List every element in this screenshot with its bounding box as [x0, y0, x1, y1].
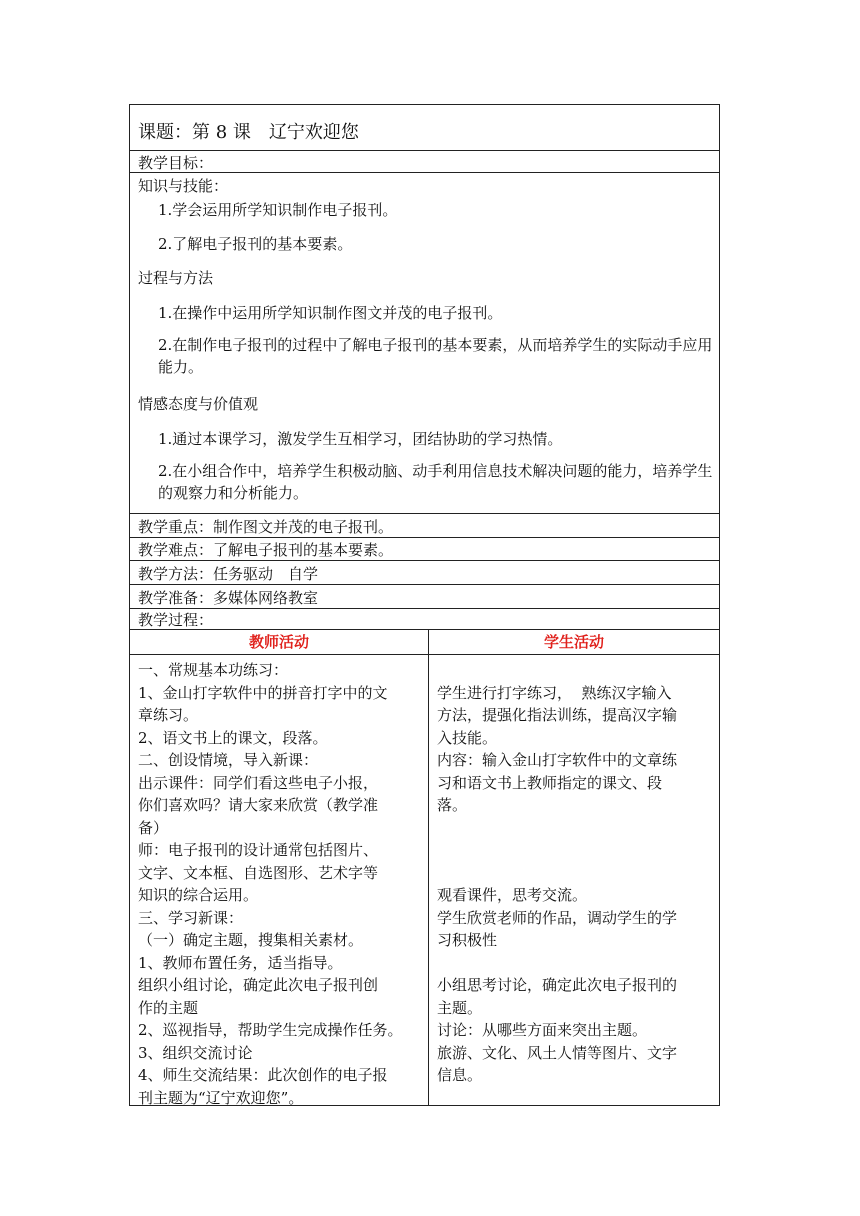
student-activity-header: 学生活动 [543, 633, 604, 651]
activity-line: 文字、文本框、自选图形、艺术字等 [138, 863, 379, 882]
objectives-detail [130, 173, 719, 514]
process-item: 1.在操作中运用所学知识制作图文并茂的电子报刊。 [158, 304, 503, 322]
activity-line: 出示课件：同学们看这些电子小报， [138, 773, 379, 792]
activity-line: 一、常规基本功练习： [138, 661, 289, 679]
activity-line: 方法，提强化指法训练，提高汉字输 [437, 706, 678, 724]
activity-line [437, 839, 719, 862]
lesson-plan-table [129, 104, 720, 1106]
activity-line: 小组思考讨论，确定此次电子报刊的 [437, 976, 678, 994]
activity-line: 刊主题为“辽宁欢迎您”。 [138, 1088, 304, 1107]
activity-line: （一）确定主题，搜集相关素材。 [138, 931, 364, 949]
activity-line: 主题。 [437, 998, 483, 1017]
knowledge-item: 1.学会运用所学知识制作电子报刊。 [158, 201, 398, 219]
activity-line: 知识的综合运用。 [138, 886, 259, 904]
objectives-label: 教学目标： [138, 154, 214, 172]
activities-table [130, 630, 719, 1105]
process-item: 2.在制作电子报刊的过程中了解电子报刊的基本要素，从而培养学生的实际动手应用能力。 [158, 336, 713, 376]
activity-line: 你们喜欢吗？请大家来欣赏（教学准 [138, 796, 379, 814]
activity-line: 观看课件，思考交流。 [437, 886, 588, 904]
activity-line: 组织小组讨论，确定此次电子报刊创 [138, 976, 379, 994]
emotion-item: 1.通过本课学习，激发学生互相学习，团结协助的学习热情。 [158, 430, 563, 448]
activity-line: 习和语文书上教师指定的课文、段 [437, 773, 663, 792]
student-activity-column [437, 659, 719, 1087]
header-divider [130, 654, 719, 655]
activity-line: 讨论：从哪些方面来突出主题。 [437, 1021, 648, 1039]
activity-line: 习积极性 [437, 931, 498, 949]
activity-line: 三、学习新课： [138, 908, 244, 927]
preparation: 教学准备：多媒体网络教室 [138, 589, 319, 607]
activity-line: 旅游、文化、风土人情等图片、文字 [437, 1043, 678, 1062]
process-label: 教学过程： [138, 611, 214, 629]
activity-line [437, 817, 719, 840]
preparation-row [130, 585, 719, 609]
difficulty-row [130, 538, 719, 561]
activity-line [437, 952, 719, 975]
emotion-item: 2.在小组合作中，培养学生积极动脑、动手利用信息技术解决问题的能力，培养学生的观察力和分析能力。 [158, 462, 713, 502]
activity-line: 内容：输入金山打字软件中的文章练 [437, 751, 678, 769]
key-point: 教学重点：制作图文并茂的电子报刊。 [138, 518, 394, 536]
activity-line: 入技能。 [437, 728, 498, 747]
method-row [130, 561, 719, 585]
process-label-row [130, 609, 719, 630]
teacher-activity-column [138, 659, 426, 1109]
activity-line: 1、教师布置任务，适当指导。 [138, 953, 343, 972]
activity-line: 师：电子报刊的设计通常包括图片、 [138, 841, 379, 859]
activity-line: 备） [138, 818, 169, 837]
knowledge-item: 2.了解电子报刊的基本要素。 [158, 235, 353, 253]
activity-line: 3、组织交流讨论 [138, 1043, 253, 1062]
activity-line: 4、师生交流结果：此次创作的电子报 [138, 1066, 388, 1084]
emotion-heading: 情感态度与价值观 [138, 395, 259, 413]
activity-line: 章练习。 [138, 706, 199, 724]
activity-line: 落。 [437, 796, 468, 814]
difficulty: 教学难点：了解电子报刊的基本要素。 [138, 541, 394, 559]
title-row [130, 105, 719, 151]
teacher-activity-header: 教师活动 [248, 633, 309, 651]
activity-line: 二、创设情境，导入新课： [138, 751, 319, 769]
knowledge-heading: 知识与技能： [138, 177, 229, 195]
method: 教学方法：任务驱动 自学 [138, 565, 319, 583]
process-heading: 过程与方法 [138, 269, 214, 287]
activity-line [437, 659, 719, 682]
activity-line: 学生进行打字练习， 熟练汉字输入 [437, 683, 672, 702]
activity-line: 学生欣赏老师的作品，调动学生的学 [437, 908, 678, 927]
activity-line: 信息。 [437, 1066, 483, 1084]
activity-line [437, 862, 719, 885]
activity-line: 2、巡视指导，帮助学生完成操作任务。 [138, 1021, 403, 1039]
objectives-row [130, 151, 719, 173]
key-point-row [130, 514, 719, 538]
activity-line: 2、语文书上的课文，段落。 [138, 728, 328, 747]
activity-line: 作的主题 [138, 998, 199, 1017]
lesson-title: 课题：第 8 课 辽宁欢迎您 [138, 122, 359, 143]
column-divider [428, 630, 429, 1105]
activity-line: 1、金山打字软件中的拼音打字中的文 [138, 683, 388, 702]
